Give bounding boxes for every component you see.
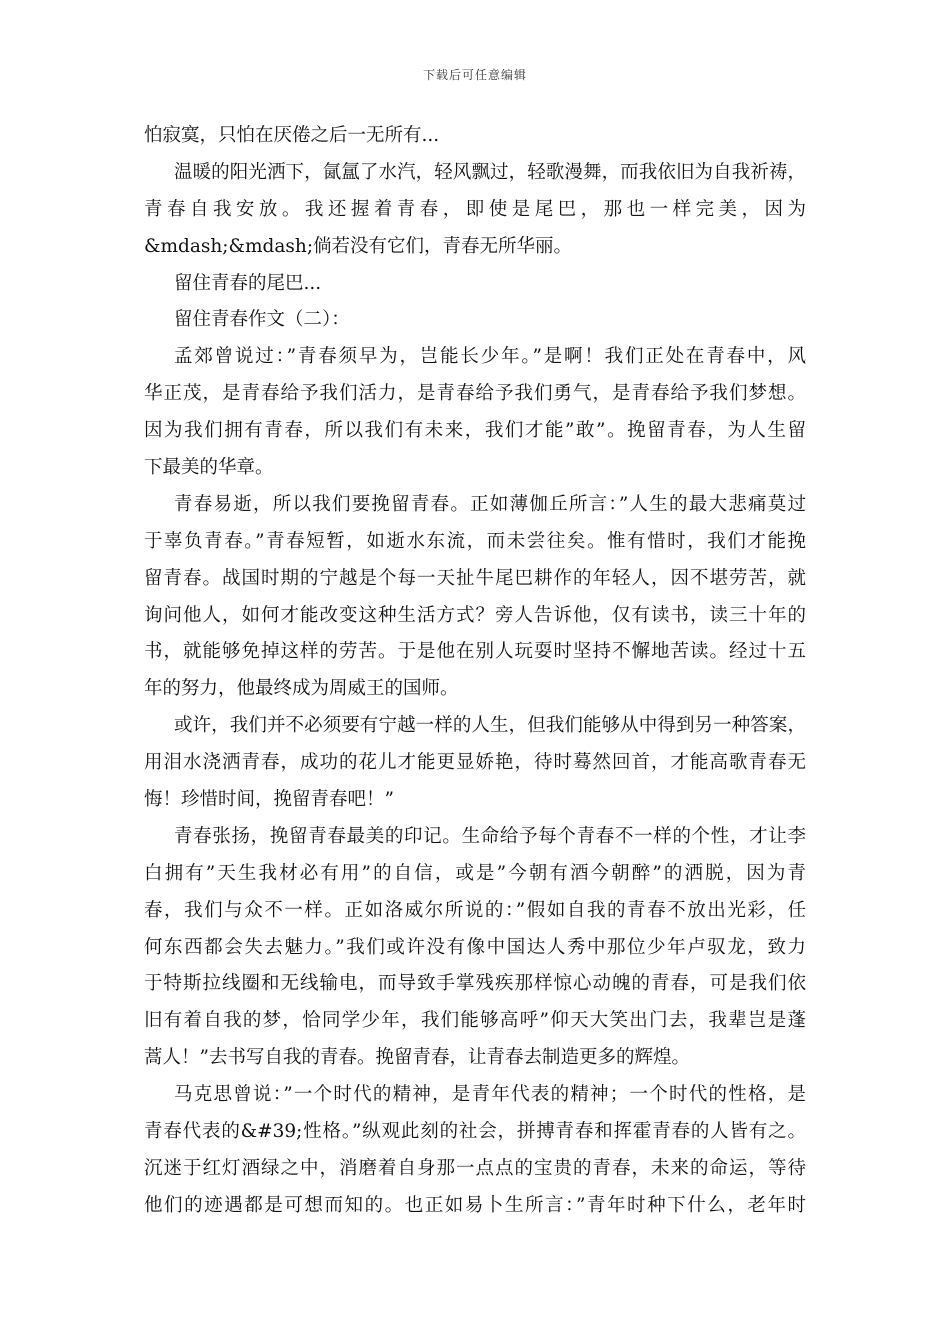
text-line: 他们的迹遇都是可想而知的。也正如易卜生所言：”青年时种下什么，老年时 bbox=[144, 1194, 806, 1216]
paragraph-start-line: 马克思曾说：”一个时代的精神，是青年代表的精神；一个时代的性格，是 bbox=[174, 1084, 806, 1106]
text-line: 悔！珍惜时间，挽留青春吧！” bbox=[144, 789, 394, 811]
text-line: 怕寂寞，只怕在厌倦之后一无所有... bbox=[144, 125, 440, 146]
text-line: 用泪水浇洒青春，成功的花儿才能更显娇艳，待时蓦然回首，才能高歌青春无 bbox=[144, 752, 806, 774]
text-line: 因为我们拥有青春，所以我们有未来，我们才能”敢”。挽留青春，为人生留 bbox=[144, 420, 806, 442]
paragraph-start-line: 或许，我们并不必须要有宁越一样的人生，但我们能够从中得到另一种答案， bbox=[174, 715, 806, 737]
text-line: &mdash;&mdash;倘若没有它们，青春无所华丽。 bbox=[144, 235, 573, 257]
text-line: 下最美的华章。 bbox=[144, 457, 274, 479]
text-line: 于特斯拉线圈和无线输电，而导致手掌残疾那样惊心动魄的青春，可是我们依 bbox=[144, 973, 806, 995]
text-line: 沉迷于红灯酒绿之中，消磨着自身那一点点的宝贵的青春，未来的命运，等待 bbox=[144, 1157, 806, 1179]
page-header: 下载后可任意编辑 bbox=[422, 68, 527, 82]
text-line: 青春自我安放。我还握着青春，即使是尾巴，那也一样完美，因为 bbox=[144, 198, 806, 220]
text-line: 于辜负青春。”青春短暂，如逝水东流，而未尝往矣。惟有惜时，我们才能挽 bbox=[144, 530, 806, 552]
paragraph-start-line: 青春张扬，挽留青春最美的印记。生命给予每个青春不一样的个性，才让李 bbox=[174, 825, 806, 847]
paragraph-start-line: 温暖的阳光洒下，氤氲了水汽，轻风飘过，轻歌漫舞，而我依旧为自我祈祷， bbox=[174, 161, 806, 183]
paragraph-start-line: 孟郊曾说过：”青春须早为，岂能长少年。”是啊！我们正处在青春中，风 bbox=[174, 346, 806, 368]
paragraph-start-line: 留住青春的尾巴... bbox=[174, 272, 322, 294]
text-line: 春，我们与众不一样。正如洛威尔所说的：”假如自我的青春不放出光彩，任 bbox=[144, 899, 806, 921]
text-line: 蒿人！”去书写自我的青春。挽留青春，让青春去制造更多的辉煌。 bbox=[144, 1047, 690, 1069]
text-line: 年的努力，他最终成为周威王的国师。 bbox=[144, 678, 459, 700]
text-line: 华正茂，是青春给予我们活力，是青春给予我们勇气，是青春给予我们梦想。 bbox=[144, 383, 806, 405]
text-line: 青春代表的&#39;性格。”纵观此刻的社会，拼搏青春和挥霍青春的人皆有之。 bbox=[144, 1121, 806, 1143]
paragraph-start-line: 留住青春作文（二）： bbox=[174, 309, 350, 331]
text-line: 旧有着自我的梦，恰同学少年，我们能够高呼”仰天大笑出门去，我辈岂是蓬 bbox=[144, 1010, 806, 1032]
paragraph-start-line: 青春易逝，所以我们要挽留青春。正如薄伽丘所言：”人生的最大悲痛莫过 bbox=[174, 493, 806, 515]
text-line: 何东西都会失去魅力。”我们或许没有像中国达人秀中那位少年卢驭龙，致力 bbox=[144, 936, 806, 958]
text-line: 询问他人，如何才能改变这种生活方式？旁人告诉他，仅有读书，读三十年的 bbox=[144, 604, 806, 626]
document-body bbox=[144, 118, 806, 1225]
text-line: 白拥有”天生我材必有用”的自信，或是”今朝有酒今朝醉”的洒脱，因为青 bbox=[144, 862, 806, 884]
text-line: 书，就能够免掉这样的劳苦。于是他在别人玩耍时坚持不懈地苦读。经过十五 bbox=[144, 641, 806, 663]
text-line: 留青春。战国时期的宁越是个每一天扯牛尾巴耕作的年轻人，因不堪劳苦，就 bbox=[144, 567, 806, 589]
